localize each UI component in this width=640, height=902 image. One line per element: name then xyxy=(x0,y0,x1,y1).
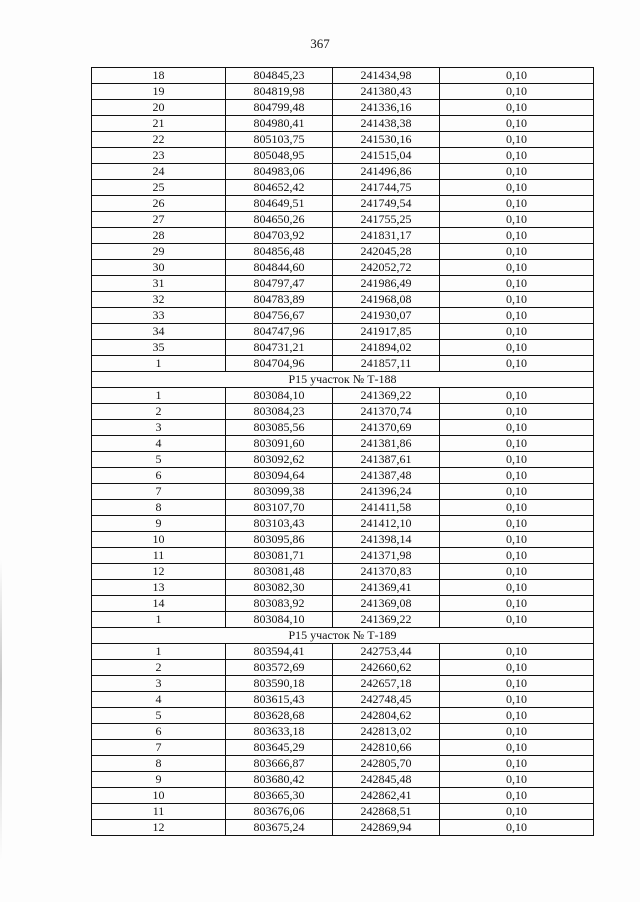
x-coordinate-cell: 804649,51 xyxy=(226,196,333,212)
x-coordinate-cell: 804703,92 xyxy=(226,228,333,244)
x-coordinate-cell: 803081,71 xyxy=(226,548,333,564)
table-row xyxy=(92,212,594,228)
x-coordinate-cell: 804856,48 xyxy=(226,244,333,260)
x-coordinate-cell: 803099,38 xyxy=(226,484,333,500)
value-cell: 0,10 xyxy=(440,500,594,516)
x-coordinate-cell: 804783,89 xyxy=(226,292,333,308)
y-coordinate-cell: 241857,11 xyxy=(333,356,440,372)
point-number-cell: 8 xyxy=(92,500,226,516)
table-row xyxy=(92,276,594,292)
x-coordinate-cell: 803091,60 xyxy=(226,436,333,452)
table-row xyxy=(92,468,594,484)
table-row xyxy=(92,612,594,628)
point-number-cell: 7 xyxy=(92,484,226,500)
value-cell: 0,10 xyxy=(440,148,594,164)
point-number-cell: 33 xyxy=(92,308,226,324)
point-number-cell: 26 xyxy=(92,196,226,212)
coordinates-table xyxy=(91,67,594,836)
x-coordinate-cell: 803084,23 xyxy=(226,404,333,420)
x-coordinate-cell: 804845,23 xyxy=(226,68,333,84)
value-cell: 0,10 xyxy=(440,68,594,84)
y-coordinate-cell: 241381,86 xyxy=(333,436,440,452)
value-cell: 0,10 xyxy=(440,292,594,308)
value-cell: 0,10 xyxy=(440,596,594,612)
table-row xyxy=(92,564,594,580)
y-coordinate-cell: 242869,94 xyxy=(333,820,440,836)
x-coordinate-cell: 805048,95 xyxy=(226,148,333,164)
table-row xyxy=(92,804,594,820)
table-row xyxy=(92,580,594,596)
point-number-cell: 3 xyxy=(92,420,226,436)
y-coordinate-cell: 242657,18 xyxy=(333,676,440,692)
value-cell: 0,10 xyxy=(440,564,594,580)
point-number-cell: 1 xyxy=(92,644,226,660)
y-coordinate-cell: 241986,49 xyxy=(333,276,440,292)
value-cell: 0,10 xyxy=(440,196,594,212)
y-coordinate-cell: 241370,83 xyxy=(333,564,440,580)
table-row xyxy=(92,324,594,340)
table-row xyxy=(92,388,594,404)
point-number-cell: 29 xyxy=(92,244,226,260)
value-cell: 0,10 xyxy=(440,116,594,132)
x-coordinate-cell: 803680,42 xyxy=(226,772,333,788)
value-cell: 0,10 xyxy=(440,212,594,228)
table-row xyxy=(92,772,594,788)
value-cell: 0,10 xyxy=(440,420,594,436)
x-coordinate-cell: 803572,69 xyxy=(226,660,333,676)
table-row xyxy=(92,788,594,804)
y-coordinate-cell: 241496,86 xyxy=(333,164,440,180)
table-row xyxy=(92,340,594,356)
table-row xyxy=(92,196,594,212)
point-number-cell: 2 xyxy=(92,404,226,420)
point-number-cell: 3 xyxy=(92,676,226,692)
point-number-cell: 28 xyxy=(92,228,226,244)
table-row xyxy=(92,308,594,324)
value-cell: 0,10 xyxy=(440,356,594,372)
y-coordinate-cell: 241968,08 xyxy=(333,292,440,308)
y-coordinate-cell: 241411,58 xyxy=(333,500,440,516)
x-coordinate-cell: 804844,60 xyxy=(226,260,333,276)
x-coordinate-cell: 804983,06 xyxy=(226,164,333,180)
value-cell: 0,10 xyxy=(440,804,594,820)
point-number-cell: 19 xyxy=(92,84,226,100)
point-number-cell: 31 xyxy=(92,276,226,292)
x-coordinate-cell: 803095,86 xyxy=(226,532,333,548)
x-coordinate-cell: 803083,92 xyxy=(226,596,333,612)
point-number-cell: 23 xyxy=(92,148,226,164)
table-row xyxy=(92,292,594,308)
y-coordinate-cell: 242845,48 xyxy=(333,772,440,788)
point-number-cell: 30 xyxy=(92,260,226,276)
table-row xyxy=(92,436,594,452)
y-coordinate-cell: 242748,45 xyxy=(333,692,440,708)
x-coordinate-cell: 804747,96 xyxy=(226,324,333,340)
table-row xyxy=(92,68,594,84)
value-cell: 0,10 xyxy=(440,708,594,724)
y-coordinate-cell: 241749,54 xyxy=(333,196,440,212)
point-number-cell: 6 xyxy=(92,468,226,484)
x-coordinate-cell: 804704,96 xyxy=(226,356,333,372)
y-coordinate-cell: 241434,98 xyxy=(333,68,440,84)
coordinates-table-body xyxy=(92,68,594,836)
y-coordinate-cell: 241370,69 xyxy=(333,420,440,436)
y-coordinate-cell: 242804,62 xyxy=(333,708,440,724)
point-number-cell: 13 xyxy=(92,580,226,596)
point-number-cell: 32 xyxy=(92,292,226,308)
table-row xyxy=(92,164,594,180)
point-number-cell: 22 xyxy=(92,132,226,148)
scan-edge-shadow xyxy=(0,560,2,860)
value-cell: 0,10 xyxy=(440,404,594,420)
table-row xyxy=(92,132,594,148)
value-cell: 0,10 xyxy=(440,788,594,804)
point-number-cell: 20 xyxy=(92,100,226,116)
point-number-cell: 14 xyxy=(92,596,226,612)
table-row xyxy=(92,356,594,372)
x-coordinate-cell: 803645,29 xyxy=(226,740,333,756)
table-row xyxy=(92,532,594,548)
point-number-cell: 2 xyxy=(92,660,226,676)
section-title: Р15 участок № Т-188 xyxy=(92,372,594,388)
y-coordinate-cell: 242753,44 xyxy=(333,644,440,660)
table-row xyxy=(92,660,594,676)
value-cell: 0,10 xyxy=(440,84,594,100)
table-row xyxy=(92,820,594,836)
y-coordinate-cell: 242813,02 xyxy=(333,724,440,740)
value-cell: 0,10 xyxy=(440,244,594,260)
value-cell: 0,10 xyxy=(440,692,594,708)
y-coordinate-cell: 241917,85 xyxy=(333,324,440,340)
point-number-cell: 24 xyxy=(92,164,226,180)
value-cell: 0,10 xyxy=(440,580,594,596)
value-cell: 0,10 xyxy=(440,260,594,276)
x-coordinate-cell: 804819,98 xyxy=(226,84,333,100)
point-number-cell: 27 xyxy=(92,212,226,228)
table-row xyxy=(92,516,594,532)
y-coordinate-cell: 242805,70 xyxy=(333,756,440,772)
table-row xyxy=(92,116,594,132)
table-row xyxy=(92,228,594,244)
value-cell: 0,10 xyxy=(440,532,594,548)
value-cell: 0,10 xyxy=(440,756,594,772)
x-coordinate-cell: 804756,67 xyxy=(226,308,333,324)
x-coordinate-cell: 803085,56 xyxy=(226,420,333,436)
table-row xyxy=(92,452,594,468)
point-number-cell: 12 xyxy=(92,820,226,836)
point-number-cell: 1 xyxy=(92,388,226,404)
table-row xyxy=(92,756,594,772)
x-coordinate-cell: 803084,10 xyxy=(226,388,333,404)
x-coordinate-cell: 803590,18 xyxy=(226,676,333,692)
x-coordinate-cell: 803666,87 xyxy=(226,756,333,772)
x-coordinate-cell: 803676,06 xyxy=(226,804,333,820)
y-coordinate-cell: 241370,74 xyxy=(333,404,440,420)
y-coordinate-cell: 241412,10 xyxy=(333,516,440,532)
table-row xyxy=(92,500,594,516)
x-coordinate-cell: 804799,48 xyxy=(226,100,333,116)
point-number-cell: 5 xyxy=(92,452,226,468)
value-cell: 0,10 xyxy=(440,468,594,484)
x-coordinate-cell: 803633,18 xyxy=(226,724,333,740)
y-coordinate-cell: 242810,66 xyxy=(333,740,440,756)
point-number-cell: 4 xyxy=(92,436,226,452)
x-coordinate-cell: 803081,48 xyxy=(226,564,333,580)
x-coordinate-cell: 803665,30 xyxy=(226,788,333,804)
x-coordinate-cell: 803615,43 xyxy=(226,692,333,708)
y-coordinate-cell: 242052,72 xyxy=(333,260,440,276)
table-row xyxy=(92,404,594,420)
value-cell: 0,10 xyxy=(440,724,594,740)
point-number-cell: 5 xyxy=(92,708,226,724)
x-coordinate-cell: 803594,41 xyxy=(226,644,333,660)
point-number-cell: 11 xyxy=(92,548,226,564)
table-row xyxy=(92,692,594,708)
x-coordinate-cell: 804980,41 xyxy=(226,116,333,132)
section-title: Р15 участок № Т-189 xyxy=(92,628,594,644)
point-number-cell: 12 xyxy=(92,564,226,580)
point-number-cell: 35 xyxy=(92,340,226,356)
table-row xyxy=(92,548,594,564)
y-coordinate-cell: 241755,25 xyxy=(333,212,440,228)
x-coordinate-cell: 803084,10 xyxy=(226,612,333,628)
table-row xyxy=(92,740,594,756)
point-number-cell: 8 xyxy=(92,756,226,772)
point-number-cell: 9 xyxy=(92,516,226,532)
x-coordinate-cell: 803107,70 xyxy=(226,500,333,516)
y-coordinate-cell: 241515,04 xyxy=(333,148,440,164)
value-cell: 0,10 xyxy=(440,820,594,836)
value-cell: 0,10 xyxy=(440,516,594,532)
y-coordinate-cell: 242045,28 xyxy=(333,244,440,260)
table-row xyxy=(92,180,594,196)
point-number-cell: 1 xyxy=(92,612,226,628)
x-coordinate-cell: 803103,43 xyxy=(226,516,333,532)
point-number-cell: 7 xyxy=(92,740,226,756)
value-cell: 0,10 xyxy=(440,164,594,180)
x-coordinate-cell: 804650,26 xyxy=(226,212,333,228)
value-cell: 0,10 xyxy=(440,740,594,756)
value-cell: 0,10 xyxy=(440,308,594,324)
x-coordinate-cell: 803092,62 xyxy=(226,452,333,468)
y-coordinate-cell: 242868,51 xyxy=(333,804,440,820)
y-coordinate-cell: 241387,48 xyxy=(333,468,440,484)
x-coordinate-cell: 804652,42 xyxy=(226,180,333,196)
section-header-row xyxy=(92,628,594,644)
x-coordinate-cell: 804731,21 xyxy=(226,340,333,356)
x-coordinate-cell: 803628,68 xyxy=(226,708,333,724)
value-cell: 0,10 xyxy=(440,228,594,244)
point-number-cell: 9 xyxy=(92,772,226,788)
y-coordinate-cell: 241369,41 xyxy=(333,580,440,596)
table-row xyxy=(92,420,594,436)
value-cell: 0,10 xyxy=(440,324,594,340)
value-cell: 0,10 xyxy=(440,676,594,692)
table-row xyxy=(92,724,594,740)
point-number-cell: 21 xyxy=(92,116,226,132)
value-cell: 0,10 xyxy=(440,644,594,660)
value-cell: 0,10 xyxy=(440,180,594,196)
y-coordinate-cell: 241369,22 xyxy=(333,388,440,404)
value-cell: 0,10 xyxy=(440,484,594,500)
y-coordinate-cell: 241438,38 xyxy=(333,116,440,132)
table-row xyxy=(92,100,594,116)
y-coordinate-cell: 241396,24 xyxy=(333,484,440,500)
table-row xyxy=(92,708,594,724)
table-row xyxy=(92,676,594,692)
y-coordinate-cell: 241894,02 xyxy=(333,340,440,356)
point-number-cell: 4 xyxy=(92,692,226,708)
value-cell: 0,10 xyxy=(440,452,594,468)
value-cell: 0,10 xyxy=(440,660,594,676)
point-number-cell: 11 xyxy=(92,804,226,820)
y-coordinate-cell: 241831,17 xyxy=(333,228,440,244)
x-coordinate-cell: 803082,30 xyxy=(226,580,333,596)
value-cell: 0,10 xyxy=(440,436,594,452)
y-coordinate-cell: 241380,43 xyxy=(333,84,440,100)
table-row xyxy=(92,244,594,260)
point-number-cell: 1 xyxy=(92,356,226,372)
point-number-cell: 10 xyxy=(92,532,226,548)
y-coordinate-cell: 241744,75 xyxy=(333,180,440,196)
value-cell: 0,10 xyxy=(440,772,594,788)
y-coordinate-cell: 241398,14 xyxy=(333,532,440,548)
value-cell: 0,10 xyxy=(440,100,594,116)
value-cell: 0,10 xyxy=(440,276,594,292)
point-number-cell: 34 xyxy=(92,324,226,340)
table-row xyxy=(92,596,594,612)
point-number-cell: 25 xyxy=(92,180,226,196)
y-coordinate-cell: 241369,08 xyxy=(333,596,440,612)
page-number: 367 xyxy=(310,36,330,51)
value-cell: 0,10 xyxy=(440,340,594,356)
point-number-cell: 6 xyxy=(92,724,226,740)
y-coordinate-cell: 241336,16 xyxy=(333,100,440,116)
y-coordinate-cell: 241930,07 xyxy=(333,308,440,324)
y-coordinate-cell: 242862,41 xyxy=(333,788,440,804)
value-cell: 0,10 xyxy=(440,612,594,628)
y-coordinate-cell: 241371,98 xyxy=(333,548,440,564)
y-coordinate-cell: 241387,61 xyxy=(333,452,440,468)
y-coordinate-cell: 241369,22 xyxy=(333,612,440,628)
x-coordinate-cell: 804797,47 xyxy=(226,276,333,292)
point-number-cell: 10 xyxy=(92,788,226,804)
value-cell: 0,10 xyxy=(440,388,594,404)
x-coordinate-cell: 803094,64 xyxy=(226,468,333,484)
x-coordinate-cell: 803675,24 xyxy=(226,820,333,836)
table-row xyxy=(92,644,594,660)
value-cell: 0,10 xyxy=(440,548,594,564)
table-row xyxy=(92,484,594,500)
y-coordinate-cell: 242660,62 xyxy=(333,660,440,676)
table-row xyxy=(92,84,594,100)
table-row xyxy=(92,260,594,276)
table-row xyxy=(92,148,594,164)
y-coordinate-cell: 241530,16 xyxy=(333,132,440,148)
point-number-cell: 18 xyxy=(92,68,226,84)
x-coordinate-cell: 805103,75 xyxy=(226,132,333,148)
value-cell: 0,10 xyxy=(440,132,594,148)
section-header-row xyxy=(92,372,594,388)
